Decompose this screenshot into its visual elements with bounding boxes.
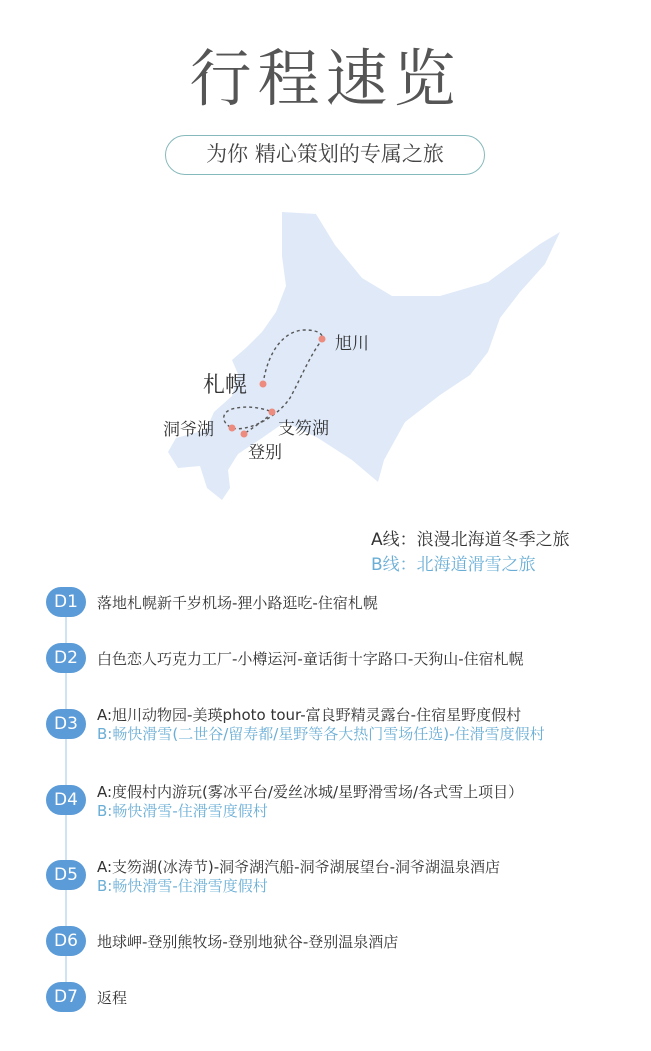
day-plan-b: B:畅快滑雪(二世谷/留寿都/星野等各大热门雪场任选)-住滑雪度假村 — [97, 725, 545, 743]
day-badge: D6 — [46, 926, 86, 956]
day-plan-b: B:畅快滑雪-住滑雪度假村 — [97, 802, 268, 820]
subtitle-pill: 为你 精心策划的专属之旅 — [165, 135, 485, 175]
day-badge: D4 — [46, 785, 86, 815]
legend-route-a: A线：浪漫北海道冬季之旅 — [371, 530, 570, 550]
day-badge: D3 — [46, 709, 86, 739]
day-badge: D2 — [46, 643, 86, 673]
day-plan-a: 白色恋人巧克力工厂-小樽运河-童话街十字路口-天狗山-住宿札幌 — [97, 650, 524, 668]
legend-route-b: B线：北海道滑雪之旅 — [371, 555, 536, 575]
pin-toyako — [229, 425, 236, 432]
day-plan-a: A:支笏湖(冰涛节)-洞爷湖汽船-洞爷湖展望台-洞爷湖温泉酒店 — [97, 858, 500, 876]
pin-shikotsuko — [269, 409, 276, 416]
hokkaido-landmass — [168, 212, 560, 500]
day-plan-a: 返程 — [97, 989, 128, 1007]
city-label-shikotsuko: 支笏湖 — [278, 419, 329, 439]
day-plan-a: A:旭川动物园-美瑛photo tour-富良野精灵露台-住宿星野度假村 — [97, 706, 522, 724]
pin-noboribetsu — [241, 431, 248, 438]
day-plan-a: A:度假村内游玩(雾冰平台/爱丝冰城/星野滑雪场/各式雪上项目） — [97, 783, 524, 801]
day-badge: D5 — [46, 860, 86, 890]
city-label-toyako: 洞爷湖 — [163, 420, 214, 440]
day-plan-a: 落地札幌新千岁机场-狸小路逛吃-住宿札幌 — [97, 594, 378, 612]
day-badge: D7 — [46, 982, 86, 1012]
hokkaido-map — [0, 200, 651, 500]
city-label-sapporo: 札幌 — [203, 373, 248, 398]
city-label-asahikawa: 旭川 — [335, 334, 369, 354]
city-label-noboribetsu: 登别 — [248, 443, 282, 463]
pin-asahikawa — [319, 336, 326, 343]
pin-sapporo — [260, 381, 267, 388]
day-badge: D1 — [46, 587, 86, 617]
page-title: 行程速览 — [189, 42, 462, 115]
day-plan-b: B:畅快滑雪-住滑雪度假村 — [97, 877, 268, 895]
day-plan-a: 地球岬-登别熊牧场-登别地狱谷-登别温泉酒店 — [97, 933, 399, 951]
